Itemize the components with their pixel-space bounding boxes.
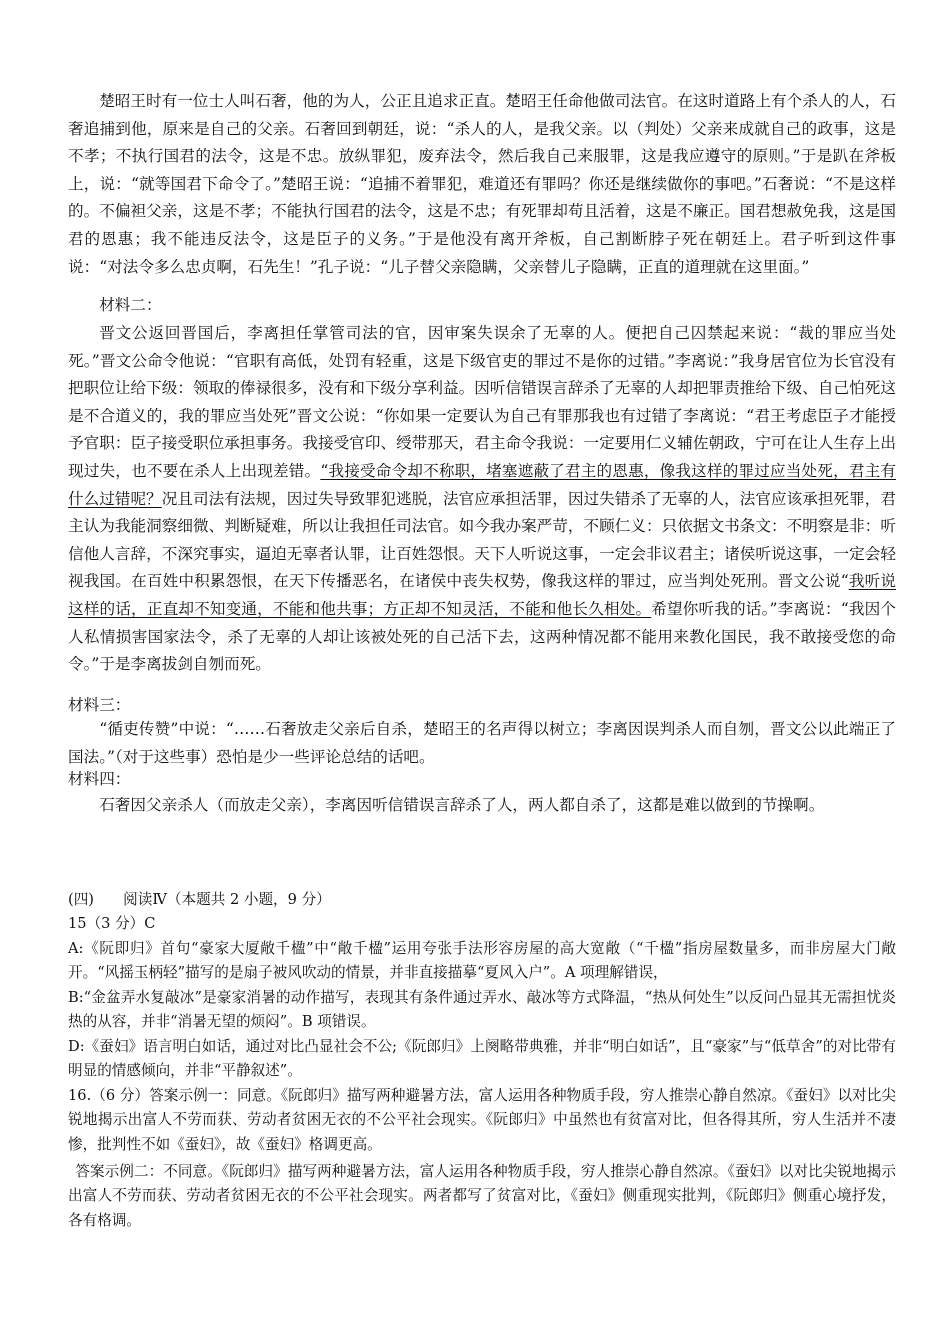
material-two-text-a: 晋文公返回晋国后，李离担任掌管司法的官，因审案失误余了无辜的人。便把自己囚禁起来说：“裁的罪应当处死。”晋文公命令他说：“官职有高低，处罚有轻重，这是下级官吏的罪过不是你的过错。”李离说：”我身居官位为长官没有把职位让给下级：领取的俸禄很多，没有和下级分享利益。因听信错误言辞杀了无辜的人却把罪责推给下级、自己怕死这是不合道义的，我的罪应当处死”晋文公说：“你如果一定要认为自己有罪那我也有过错了李离说：“君王考虑臣子才能授予官职：臣子接受职位承担事务。我接受官印、绶带那天，君主命令我说：一定要用仁义辅佐朝政，宁可在让人生存上出现过失，也不要在杀人上出现差错。 (68, 324, 896, 480)
material-four-paragraph: 石奢因父亲杀人（而放走父亲），李离因听信错误言辞杀了人，两人都自杀了，这都是难以做到的节操啊。 (99, 796, 825, 814)
material-two-underlined-sentence-1: “我接受命令却不称职，堵塞遮蔽了君主的恩惠，像我这样的罪过应当处死，君主有什么过错呢？ (68, 461, 896, 508)
material-three-label: 材料三： (68, 696, 131, 714)
material-two-label: 材料二： (99, 296, 162, 314)
material-one-paragraph: 楚昭王时有一位士人叫石奢，他的为人，公正且追求正直。楚昭王任命他做司法官。在这时道路上有个杀人的人，石奢追捕到他，原来是自己的父亲。石奢回到朝廷，说：“杀人的人，是我父亲。以（判处）父亲来成就自己的政事，这是不孝；不执行国君的法令，这是不忠。放纵罪犯，废弃法令，然后我自己来服罪，这是我应遵守的原则。”于是趴在斧板上，说：“就等国君下命令了。”楚昭王说：“追捕不着罪犯，难道还有罪吗？你还是继续做你的事吧。”石奢说：“不是这样的。不偏袒父亲，这是不孝；不能执行国君的法令，这是不忠；有死罪却苟且活着，这是不廉正。国君想赦免我，这是国君的恩惠；我不能违反法令，这是臣子的义务。”于是他没有离开斧板，自己割断脖子死在朝廷上。君子听到这件事说：“对法令多么忠贞啊，石先生！”孔子说：“儿子替父亲隐瞒，父亲替儿子隐瞒，正直的道理就在这里面。” (68, 92, 896, 276)
material-two-text-c: 希望你听我的话。”李离说：“我因个人私情损害国家法令，杀了无辜的人却让该被处死的自己活下去，这两种情况都不能用来教化国民，我不敢接受您的命令。”于是李离拔剑自刎而死。 (68, 599, 896, 674)
section-heading: (四) 阅读Ⅳ（本题共 2 小题，9 分） (68, 891, 331, 908)
question-16-answer-2: 答案示例二：不同意。《阮郎归》描写两种避暑方法，富人运用各种物质手段，穷人推崇心静自然凉。《蚕妇》以对比尖锐地揭示出富人不劳而获、劳动者贫困无衣的不公平社会现实。两者都写了贫富对比，《蚕妇》侧重现实批判，《阮郎归》侧重心境抒发，各有格调。 (68, 1163, 896, 1229)
material-two-underlined-sentence-2: 我听说这样的话，正直却不知变通，不能和他共事；方正却不知灵活，不能和他长久相处。 (68, 572, 896, 618)
material-two-text-b: 况且司法有法规，因过失导致罪犯逃脱，法官应承担活罪，因过失错杀了无辜的人，法官应该承担死罪，君主认为我能洞察细微、判断疑难，所以让我担任司法官。如今我办案严苛，不顾仁义：只依据文书条文：不明察是非：听信他人言辞，不深究事实，逼迫无辜者认罪，让百姓怨恨。天下人听说这事，一定会非议君主；诸侯听说这事，一定会轻视我国。在百姓中积累怨恨，在天下传播恶名，在诸侯中丧失权势，像我这样的罪过，应当判处死刑。晋文公说“ (68, 489, 896, 591)
material-three-paragraph: “循吏传赞”中说：“……石奢放走父亲后自杀，楚昭王的名声得以树立；李离因误判杀人而自刎，晋文公以此端正了国法。”（对于这些事）恐怕是少一些评论总结的话吧。 (68, 720, 896, 766)
question-15-option-b: B:“金盆弄水复敲冰”是豪家消暑的动作描写，表现其有条件通过弄水、敲冰等方式降温，“热从何处生”以反问凸显其无需担忧炎热的从容，并非“消暑无望的烦闷”。B 项错误。 (68, 989, 896, 1031)
question-15-option-d: D:《蚕妇》语言明白如话，通过对比凸显社会不公;《阮郎归》上阕略带典雅，并非“明白如话”，且“豪家”与“低草舍”的对比带有明显的情感倾向，并非“平静叙述”。 (68, 1038, 896, 1080)
question-15-heading: 15（3 分）C (68, 915, 156, 932)
material-two-paragraph (68, 320, 896, 679)
material-four-label: 材料四： (68, 770, 131, 788)
question-15-option-a: A:《阮即归》首句“豪家大厦敞千楹”中“敞千楹”运用夸张手法形容房屋的高大宽敞（“千楹”指房屋数量多，而非房屋大门敞开。“风摇玉柄轻”描写的是扇子被风吹动的情景，并非直接描摹“夏风入户”。A 项理解错误， (68, 940, 896, 982)
question-16-answer-1: 16.（6 分）答案示例一：同意。《阮郎归》描写两种避暑方法，富人运用各种物质手段，穷人推崇心静自然凉。《蚕妇》以对比尖锐地揭示出富人不劳而获、劳动者贫困无衣的不公平社会现实。《阮郎归》中虽然也有贫富对比，但各得其所，穷人生活并不凄惨，批判性不如《蚕妇》，故《蚕妇》格调更高。 (68, 1087, 896, 1153)
